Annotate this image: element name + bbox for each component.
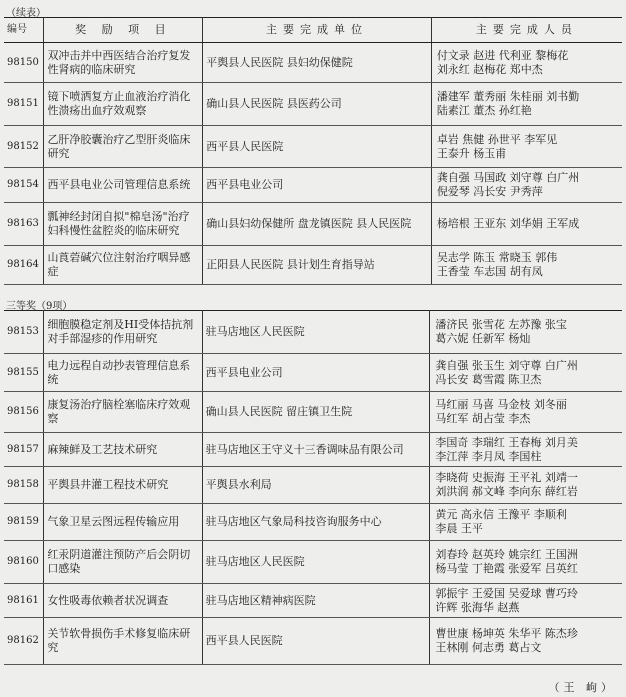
project-title-line: 镜下喷洒复方止血液治疗消化 <box>47 90 191 103</box>
award-number: 98164 <box>4 246 44 285</box>
completing-people <box>430 584 622 618</box>
project-title-line: 乙肝净胶囊治疗乙型肝炎临床 <box>47 132 191 146</box>
table-row <box>4 43 622 83</box>
people-line: 付文录 赵进 代利亚 黎梅花 <box>436 48 569 62</box>
people-line: 龚自强 张玉生 刘守尊 白广州 <box>435 358 578 372</box>
author-signature: （王 岣） <box>548 681 616 694</box>
award-number: 98153 <box>4 311 44 354</box>
people-line: 刘春玲 赵英玲 姚宗红 王国洲 <box>435 548 578 561</box>
project-title-line: 性肾病的临床研究 <box>47 62 136 76</box>
project-title <box>44 433 202 467</box>
project-title-line: 红汞阴道灌注预防产后会阴切 <box>47 548 191 561</box>
completing-people <box>430 618 622 665</box>
completing-people <box>431 168 622 203</box>
people-line: 马红军 胡占莹 李杰 <box>435 412 531 425</box>
project-title <box>44 246 203 285</box>
project-title-line: 电力远程自动抄表管理信息系 <box>47 358 191 372</box>
header-project: 奖 励 项 目 <box>44 18 203 43</box>
header-unit: 主要完成单位 <box>203 18 432 43</box>
project-title <box>44 168 203 203</box>
award-table-third-prize <box>4 310 622 665</box>
completing-people <box>430 311 622 354</box>
award-number: 98155 <box>4 354 44 392</box>
table-row <box>4 433 622 467</box>
people-line: 王林刚 何志勇 葛占文 <box>435 641 542 654</box>
completing-people <box>431 246 622 285</box>
award-number: 98151 <box>4 83 44 126</box>
people-line: 葛六妮 任新军 杨灿 <box>435 332 531 345</box>
people-line: 刘永红 赵梅花 郑中杰 <box>436 62 543 76</box>
award-number: 98152 <box>4 126 44 168</box>
completing-people <box>430 392 622 433</box>
project-title-line: 女性吸毒依赖者状况调查 <box>47 593 169 607</box>
people-line: 冯长安 葛雪霞 陈卫杰 <box>435 372 542 386</box>
project-title <box>44 467 202 504</box>
completing-unit: 确山县妇幼保健所 盘龙镇医院 县人民医院 <box>203 203 432 246</box>
project-title <box>44 584 202 618</box>
people-line: 王泰升 杨玉甫 <box>436 146 507 160</box>
table-row <box>4 392 622 433</box>
project-title-line: 康复汤治疗脑栓塞临床疗效观 <box>47 398 191 411</box>
project-title-line: 口感染 <box>47 562 81 575</box>
people-line: 许辉 张海华 赵燕 <box>435 600 520 614</box>
project-title-line: 细胞膜稳定剂及HI受体拮抗剂 <box>47 318 194 331</box>
completing-unit: 确山县人民医院 县医药公司 <box>203 83 432 126</box>
table-row <box>4 467 622 504</box>
project-title <box>44 83 203 126</box>
completing-people <box>430 504 622 541</box>
completing-people <box>431 83 622 126</box>
project-title-line: 双冲击并中西医结合治疗复发 <box>47 48 191 62</box>
project-title <box>44 392 202 433</box>
completing-people <box>431 126 622 168</box>
project-title-line: 症 <box>47 265 59 278</box>
completing-unit: 西平县人民医院 <box>203 126 432 168</box>
table-row <box>4 504 622 541</box>
project-title <box>44 618 202 665</box>
people-line: 吴志学 陈玉 常晓玉 郭伟 <box>436 251 558 264</box>
completing-unit: 驻马店地区精神病医院 <box>202 584 430 618</box>
project-title <box>44 203 203 246</box>
completing-unit: 平舆县人民医院 县妇幼保健院 <box>203 43 432 83</box>
completing-people <box>431 203 622 246</box>
people-line: 潘建军 董秀丽 朱桂丽 刘书勤 <box>436 90 580 103</box>
table-row <box>4 311 622 354</box>
award-table-continued <box>4 17 622 285</box>
project-title-line: 平舆县井灌工程技术研究 <box>47 478 169 491</box>
project-title-line: 研究 <box>47 146 70 160</box>
project-title <box>44 311 202 354</box>
people-line: 杨马莹 丁艳霞 张爱军 吕英红 <box>435 562 578 575</box>
completing-unit: 驻马店地区人民医院 <box>202 541 430 584</box>
award-number: 98157 <box>4 433 44 467</box>
completing-unit: 西平县电业公司 <box>203 168 432 203</box>
people-line: 杨培根 王亚东 刘华娟 王军成 <box>436 217 580 230</box>
project-title-line: 对手部湿疹的作用研究 <box>47 332 158 345</box>
project-title-line: 妇科慢性盆腔炎的临床研究 <box>47 224 180 237</box>
award-number: 98158 <box>4 467 44 504</box>
people-line: 李江萍 李月凤 李国柱 <box>435 449 542 463</box>
people-line: 倪爱琴 冯长安 尹秀萍 <box>436 185 543 198</box>
table-header-row <box>4 18 622 43</box>
table-row <box>4 541 622 584</box>
people-line: 曹世康 杨坤英 朱华平 陈杰珍 <box>435 627 578 640</box>
header-people: 主要完成人员 <box>431 18 622 43</box>
people-line: 陆素江 董杰 孙红艳 <box>436 104 532 117</box>
completing-unit: 驻马店地区王守义十三香调味品有限公司 <box>202 433 430 467</box>
table-row <box>4 618 622 665</box>
people-line: 李晨 王平 <box>435 522 483 535</box>
completing-unit: 西平县人民医院 <box>202 618 430 665</box>
project-title-line: 西平县电业公司管理信息系统 <box>47 178 191 191</box>
table-row <box>4 246 622 285</box>
completing-unit: 驻马店地区气象局科技咨询服务中心 <box>202 504 430 541</box>
completing-people <box>430 467 622 504</box>
section-3-label: 三等奖（9项） <box>6 301 73 312</box>
project-title-line: 察 <box>47 412 59 425</box>
award-number: 98156 <box>4 392 44 433</box>
table-row <box>4 203 622 246</box>
completing-people <box>431 43 622 83</box>
award-number: 98154 <box>4 168 44 203</box>
project-title <box>44 504 202 541</box>
table-row <box>4 584 622 618</box>
people-line: 李晓荷 史振海 王平礼 刘靖一 <box>435 471 578 484</box>
project-title <box>44 43 203 83</box>
people-line: 刘洪润 郝文峰 李向东 薛红岩 <box>435 485 578 498</box>
header-no: 编号 <box>4 18 44 43</box>
completing-unit: 西平县电业公司 <box>202 354 430 392</box>
project-title-line: 性溃疡出血疗效观察 <box>47 104 147 117</box>
completing-unit: 驻马店地区人民医院 <box>202 311 430 354</box>
table-row <box>4 126 622 168</box>
people-line: 黄元 高永信 王豫平 李顺利 <box>435 508 567 521</box>
people-line: 卓岩 焦健 孙世平 李军见 <box>436 132 558 146</box>
project-title <box>44 354 202 392</box>
completing-people <box>430 354 622 392</box>
table-row <box>4 354 622 392</box>
award-number: 98162 <box>4 618 44 665</box>
completing-unit: 平舆县水利局 <box>202 467 430 504</box>
people-line: 王香莹 车志国 胡有凤 <box>436 265 543 278</box>
award-number: 98150 <box>4 43 44 83</box>
project-title-line: 麻辣鲜及工艺技术研究 <box>47 442 158 456</box>
completing-people <box>430 541 622 584</box>
project-title-line: 山莨菪碱穴位注射治疗咽异感 <box>47 251 191 264</box>
completing-unit: 正阳县人民医院 县计划生育指导站 <box>203 246 432 285</box>
completing-people <box>430 433 622 467</box>
people-line: 龚自强 马国政 刘守尊 白广州 <box>436 171 580 184</box>
table-row <box>4 168 622 203</box>
project-title-line: 统 <box>47 372 59 386</box>
table-row <box>4 83 622 126</box>
completing-unit: 确山县人民医院 留庄镇卫生院 <box>202 392 430 433</box>
project-title <box>44 126 203 168</box>
project-title-line: 究 <box>47 641 59 654</box>
award-number: 98159 <box>4 504 44 541</box>
project-title-line: 气象卫星云图远程传输应用 <box>47 515 180 528</box>
project-title-line: 关节软骨损伤手术修复临床研 <box>47 627 191 640</box>
project-title-line: 瓢神经封闭自拟"棉皂汤"治疗 <box>47 210 190 223</box>
people-line: 郭振宇 王爱国 吴爱球 曹巧玲 <box>435 586 578 600</box>
project-title <box>44 541 202 584</box>
award-number: 98160 <box>4 541 44 584</box>
award-number: 98161 <box>4 584 44 618</box>
people-line: 潘济民 张雪花 左苏豫 张宝 <box>435 318 567 331</box>
award-number: 98163 <box>4 203 44 246</box>
people-line: 马红丽 马喜 马金枝 刘冬丽 <box>435 398 567 411</box>
people-line: 李国奇 李瑞红 王春梅 刘月美 <box>435 435 578 449</box>
continued-label: （续表） <box>6 8 46 19</box>
